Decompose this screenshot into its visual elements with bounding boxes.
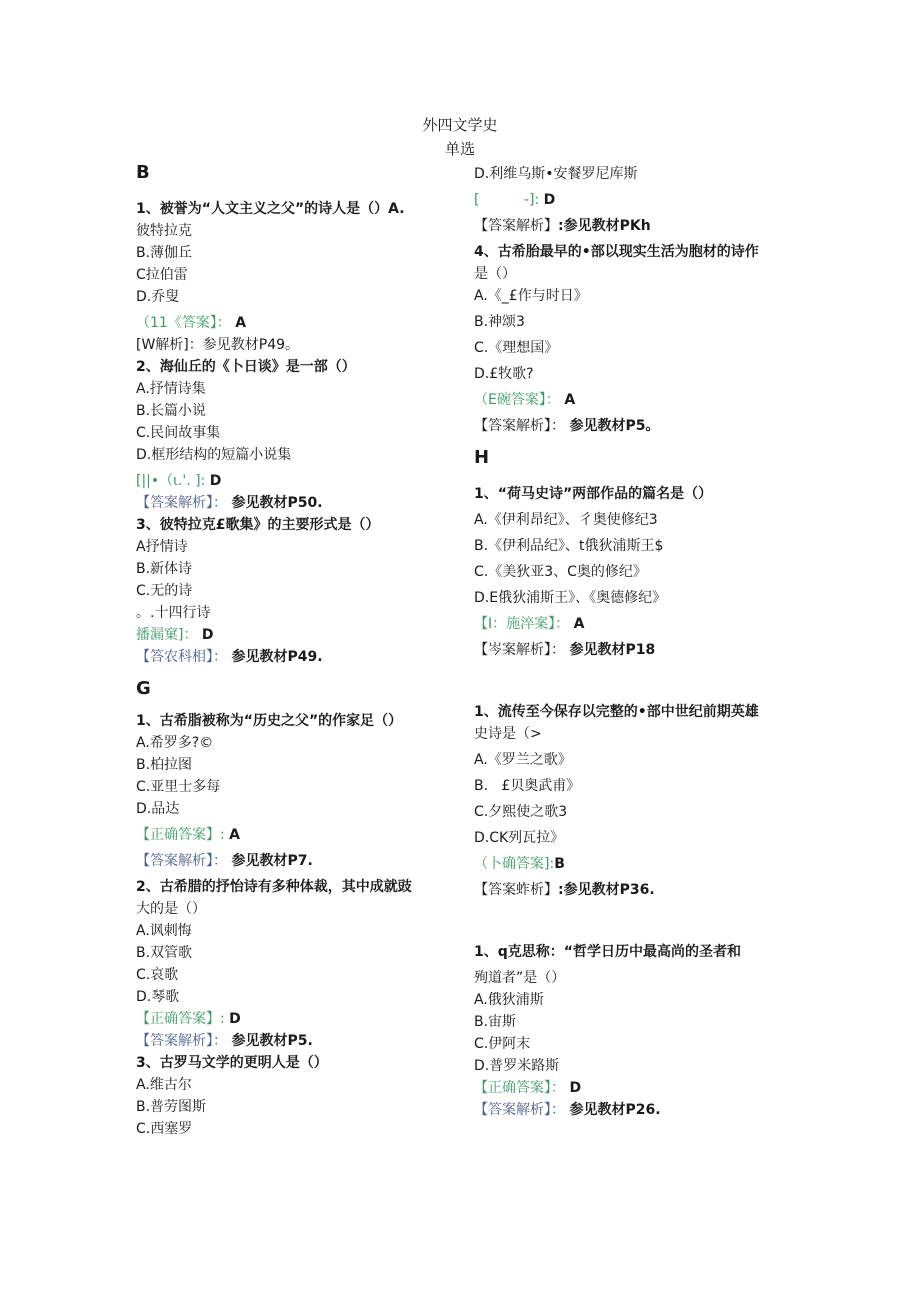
option-c: C.民间故事集 — [136, 425, 221, 441]
explanation-label: 【答案解析】 — [474, 218, 558, 234]
option-b: B. £贝奥武甫》 — [474, 778, 581, 794]
option-a: A.抒情诗集 — [136, 381, 206, 397]
explanation-label: 【答农科相】： — [136, 649, 227, 665]
answer-label: [ -]: — [474, 192, 540, 208]
answer-value: B — [554, 856, 565, 872]
explanation-line: [W解析]：参见教材P49。 — [136, 337, 300, 353]
question-text: 3、彼特拉克£歌集》的主要形式是（） — [136, 517, 380, 533]
explanation-text: :参见教材P36. — [558, 882, 655, 898]
explanation-label: 【答案解析】： — [136, 1033, 227, 1049]
explanation-line — [136, 1030, 476, 1052]
question-text: 4、古希胎最早的•部以现实生活为胞材的诗作 — [474, 244, 759, 260]
question-text-continued: 殉道者”是（） — [474, 970, 566, 986]
explanation-text: 参见教材P50. — [231, 495, 323, 511]
question-text: 2、古希腊的抒怡诗有多种体裁，其中成就豉 — [136, 879, 412, 895]
option-d: D.£牧歌? — [474, 366, 534, 382]
question-text: 3、古罗马文学的更明人是（） — [136, 1055, 328, 1071]
document-subtitle: 单选 — [444, 140, 475, 158]
answer-label: （卜确答案]: — [474, 856, 555, 872]
option-c: C.《美狄亚3、C奥的修纪》 — [474, 564, 647, 580]
option-a: A.讽刺悔 — [136, 923, 192, 939]
option-a: A.《伊利昂纪》、彳奥使修纪3 — [474, 512, 658, 528]
option-b: B.宙斯 — [474, 1014, 517, 1030]
option-d: D.琴歌 — [136, 989, 180, 1005]
question-text: 1、“荷马史诗”两部作品的篇名是（） — [474, 486, 713, 502]
answer-label: 【正确答案】: — [136, 1011, 225, 1027]
question-text-continued: 是（） — [474, 266, 516, 282]
option-d: D.框形结构的短篇小说集 — [136, 447, 292, 463]
answer-value: A — [229, 827, 241, 843]
explanation-line — [136, 646, 476, 668]
option-d: D.CK列瓦拉》 — [474, 830, 565, 846]
explanation-text: 参见教材P26. — [569, 1102, 661, 1118]
question-text: 1、流传至今保存以完整的•部中世纪前期英雄 — [474, 704, 759, 720]
explanation-line — [474, 415, 814, 437]
explanation-line — [136, 850, 476, 872]
option-c: C.伊阿末 — [474, 1036, 531, 1052]
explanation-line — [474, 639, 814, 661]
answer-line — [136, 312, 476, 334]
answer-label: 播漏窠]： — [136, 627, 198, 643]
option-c: C.夕熙使之歌3 — [474, 804, 568, 820]
question-text: 1、古希脂被称为“历史之父”的作家足（） — [136, 713, 403, 729]
answer-line — [136, 470, 476, 492]
answer-line — [474, 1077, 814, 1099]
explanation-label: 【答案解析】： — [474, 1102, 565, 1118]
answer-line — [474, 613, 814, 635]
left-column — [136, 160, 476, 1140]
question-text-continued: 史诗是（> — [474, 726, 542, 742]
option-b: B.普劳图斯 — [136, 1099, 207, 1115]
answer-label: （E碗答案】： — [474, 392, 560, 408]
document-title: 外四文学史 — [422, 116, 498, 134]
option-c: C.西塞罗 — [136, 1121, 193, 1137]
answer-value: A — [564, 392, 576, 408]
option-b: B.神颂3 — [474, 314, 525, 330]
question-text-continued: 彼特拉克 — [136, 223, 192, 239]
option-b: B.柏拉图 — [136, 757, 193, 773]
option-d: D.乔叟 — [136, 289, 180, 305]
question-text: 1、被誉为“人文主义之父”的诗人是（）A. — [136, 201, 405, 217]
answer-line — [136, 1008, 476, 1030]
option-c: C.无的诗 — [136, 583, 193, 599]
question-text: 2、海仙丘的《卜日谈》是一部（） — [136, 359, 356, 375]
option-b: B.薄伽丘 — [136, 245, 193, 261]
answer-line — [136, 624, 476, 646]
section-heading-g: G — [136, 678, 151, 699]
answer-value: A — [235, 315, 247, 331]
explanation-label: 【答案解析】： — [474, 418, 565, 434]
explanation-text: :参见教材PKh — [558, 218, 651, 234]
explanation-text: 参见教材P18 — [569, 642, 656, 658]
answer-value: A — [573, 616, 585, 632]
option-c: C拉伯雷 — [136, 267, 188, 283]
explanation-text: 参见教材P5. — [231, 1033, 313, 1049]
explanation-line — [474, 879, 814, 901]
answer-label: 【正确答案】： — [474, 1080, 565, 1096]
answer-label: 【I：施淬案】： — [474, 616, 570, 632]
option-d: D.普罗米路斯 — [474, 1058, 560, 1074]
option-a: A.维古尔 — [136, 1077, 192, 1093]
right-column — [474, 163, 814, 1121]
answer-label: [||•（ι.'. ]: — [136, 473, 206, 489]
option-d: D.品达 — [136, 801, 180, 817]
option-d: 。.十四行诗 — [136, 605, 211, 621]
question-text: 1、q克思称：“哲学日历中最高尚的圣者和 — [474, 944, 741, 960]
section-heading-h: H — [474, 447, 490, 468]
answer-line — [136, 824, 476, 846]
answer-line — [474, 189, 814, 211]
explanation-label: 【岑案解析】： — [474, 642, 565, 658]
explanation-text: 参见教材P5。 — [569, 418, 660, 434]
answer-value: D — [229, 1011, 241, 1027]
option-a: A.俄狄浦斯 — [474, 992, 544, 1008]
option-a: A抒情诗 — [136, 539, 188, 555]
answer-value: D — [543, 192, 556, 208]
option-d: D.利维乌斯•安餐罗尼库斯 — [474, 166, 638, 182]
option-b: B.双管歌 — [136, 945, 193, 961]
option-d: D.E俄狄浦斯王》、《奥德修纪》 — [474, 590, 667, 606]
option-a: A.《_£作与时日》 — [474, 288, 588, 304]
explanation-line — [136, 492, 476, 514]
explanation-label: 【答案解析】： — [136, 495, 227, 511]
answer-line — [474, 389, 814, 411]
answer-label: （11《答案】： — [136, 315, 231, 331]
answer-value: D — [201, 627, 214, 643]
option-a: A.希罗多?© — [136, 735, 214, 751]
option-b: B.《伊利品纪》、t俄狄浦斯王$ — [474, 538, 664, 554]
explanation-text: 参见教材P7. — [231, 853, 313, 869]
section-heading-b: B — [136, 162, 150, 183]
option-a: A.《罗兰之歌》 — [474, 752, 572, 768]
question-text-continued: 大的是（） — [136, 901, 206, 917]
option-b: B.新体诗 — [136, 561, 193, 577]
explanation-label: 【答案解析】： — [136, 853, 227, 869]
answer-label: 【正确答案】: — [136, 827, 225, 843]
explanation-line — [474, 1099, 814, 1121]
answer-value: D — [209, 473, 222, 489]
answer-value: D — [569, 1080, 582, 1096]
option-c: C.哀歌 — [136, 967, 179, 983]
explanation-line — [474, 215, 814, 237]
option-c: C.亚里士多每 — [136, 779, 221, 795]
answer-line — [474, 853, 814, 875]
option-b: B.长篇小说 — [136, 403, 207, 419]
explanation-text: 参见教材P49. — [231, 649, 323, 665]
option-c: C.《理想国》 — [474, 340, 559, 356]
explanation-label: 【答案蚱析】 — [474, 882, 558, 898]
